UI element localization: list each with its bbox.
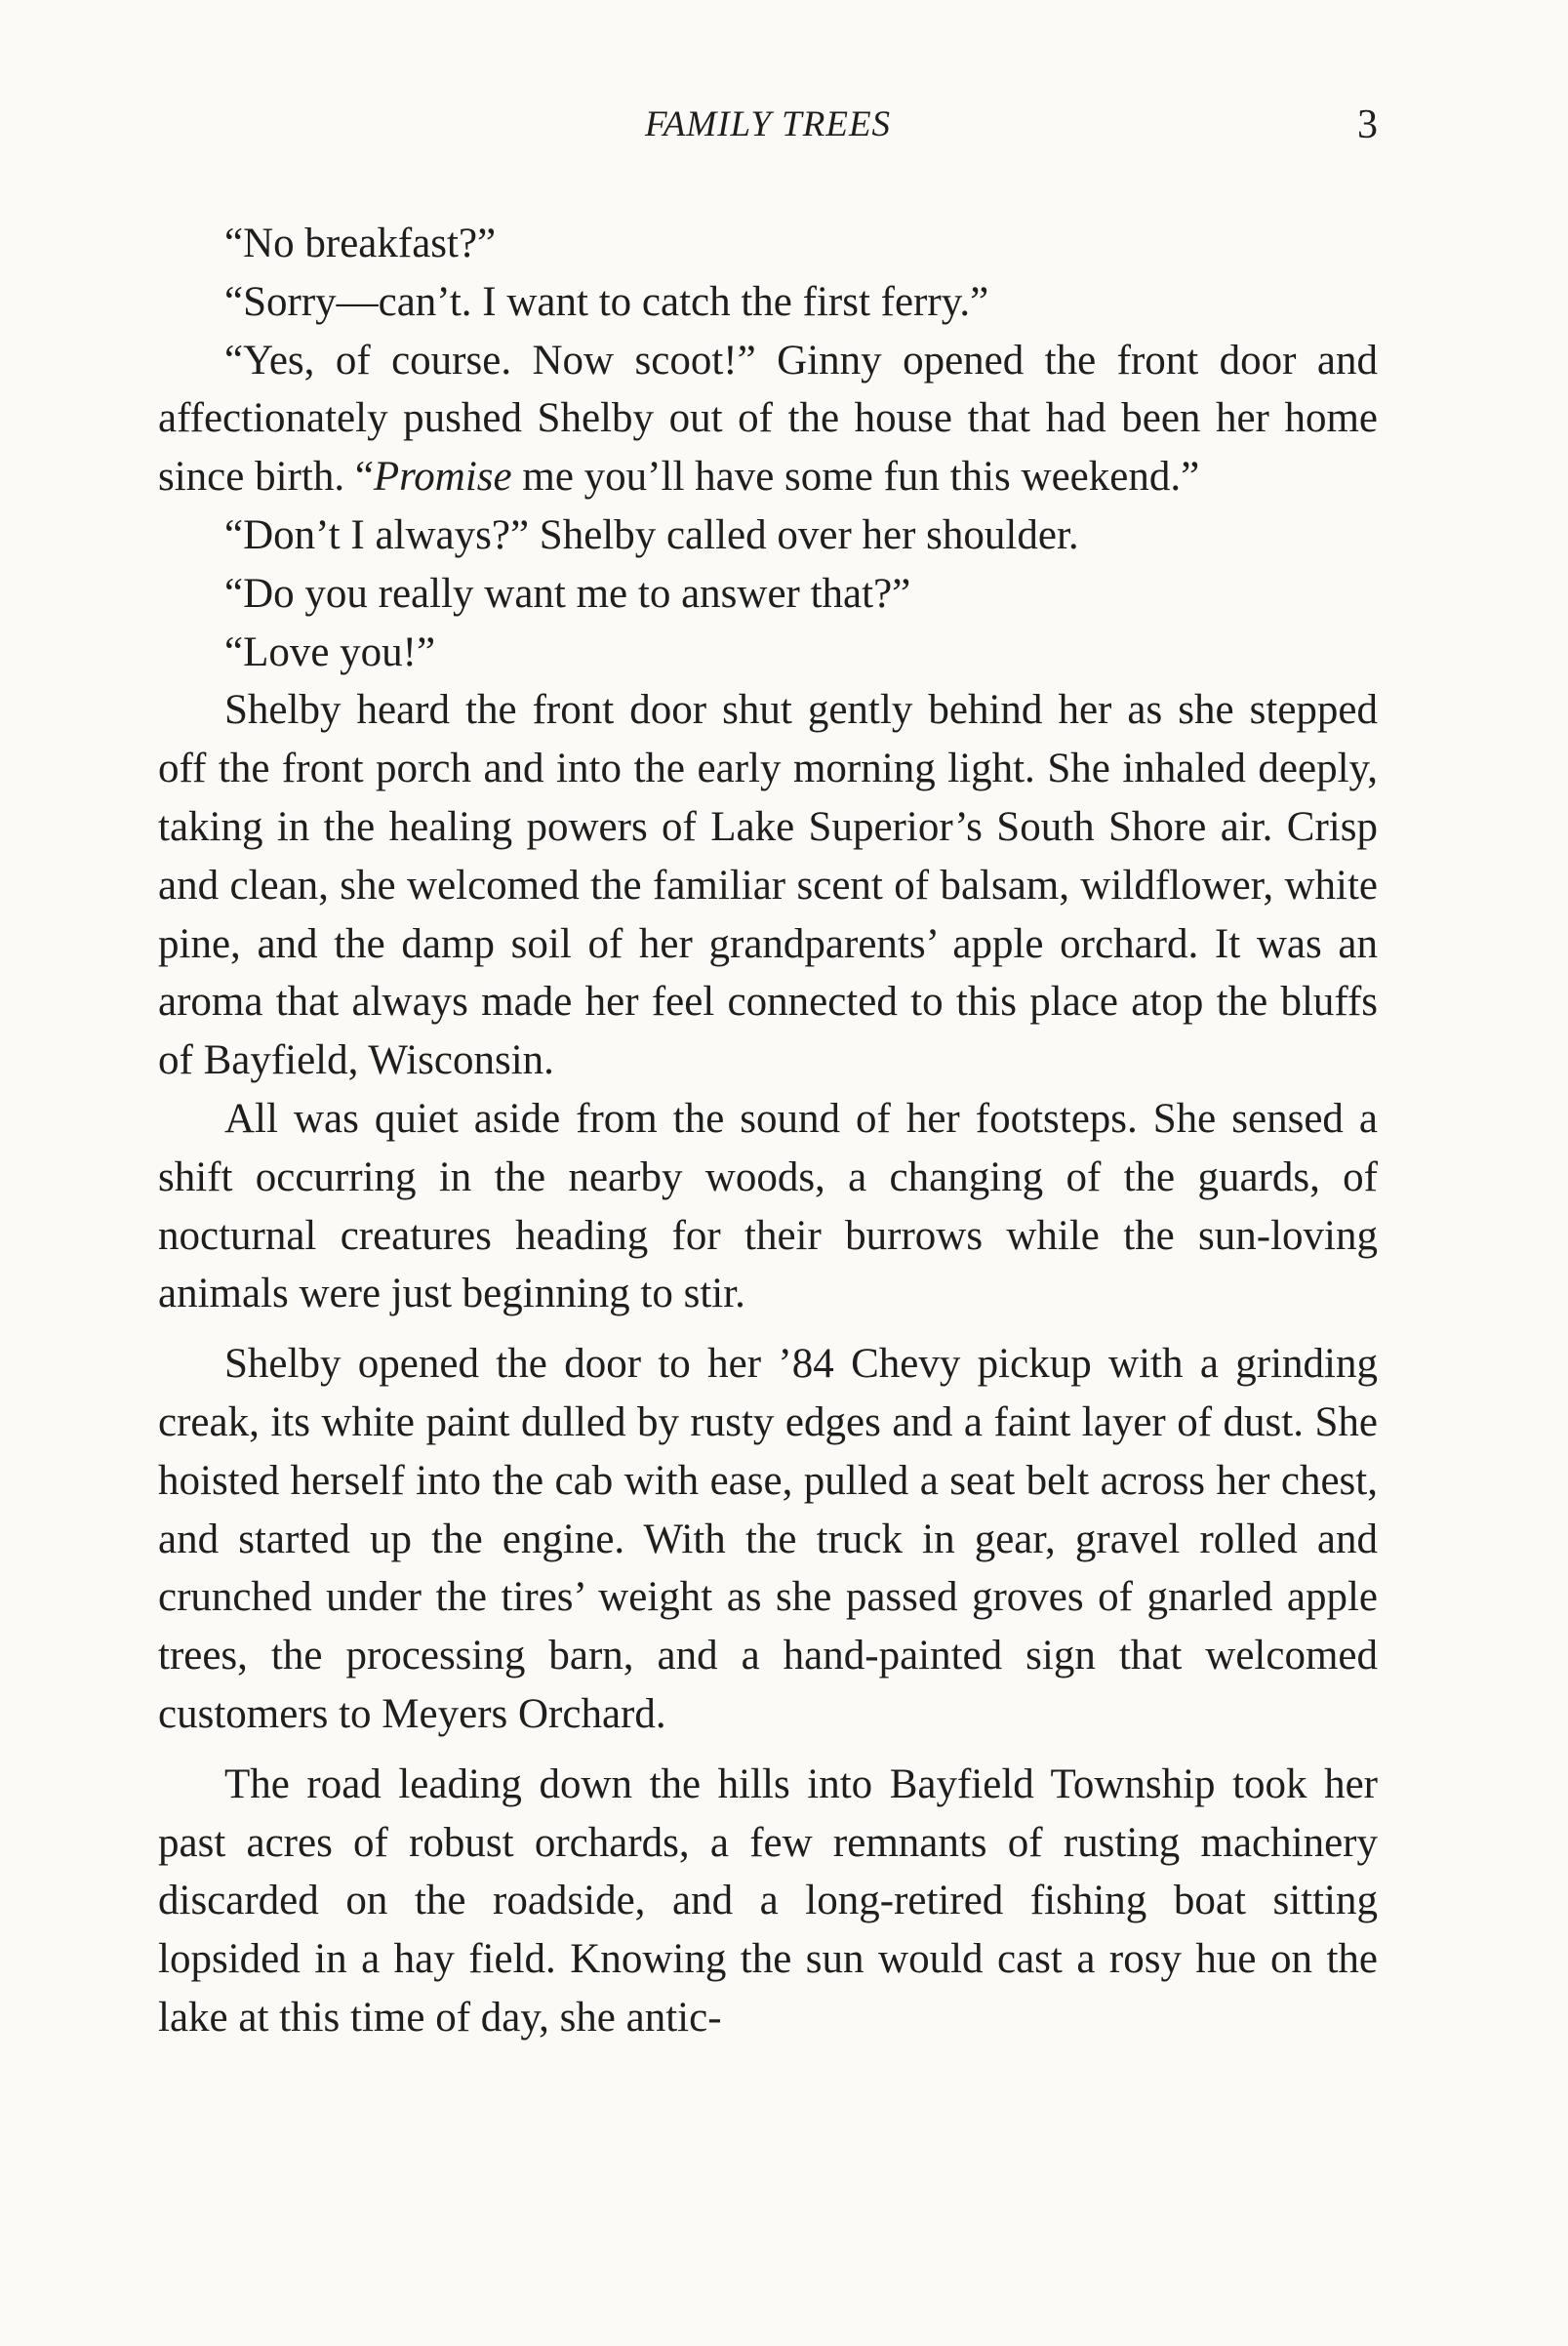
paragraph: “No breakfast?”	[224, 221, 497, 266]
paragraph: “Sorry—can’t. I want to catch the first ferry.”	[224, 278, 989, 325]
paragraph: “Do you really want me to answer that?”	[224, 570, 911, 617]
running-head	[158, 96, 1378, 154]
paragraph: The road leading down the hills into Bayfield Township took her past acres of robust orchards, a few remnants of rusting machinery discarded on the roadside, and a long-retired fishing boat sitting lopsided in a hay field. Knowing the sun would cast a rosy hue on the lake at this time of day, she antic-	[158, 1760, 1378, 2041]
paragraph-text: me you’ll have some fun this weekend.”	[511, 454, 1200, 501]
paragraph: “Love you!”	[224, 628, 436, 675]
paragraph: Shelby opened the door to her ’84 Chevy pickup with a grinding creak, its white paint dulled by rusty edges and a faint layer of dust. She hoisted herself into the cab with ease, pulled a seat belt across her chest, and started up the engine. With the truck in gear, gravel rolled and crunched under the tires’ weight as she passed groves of gnarled apple trees, the processing barn, and a hand-painted sign that welcomed customers to Meyers Orchard.	[158, 1341, 1378, 1737]
body-text	[158, 215, 1378, 2047]
page-number: 3	[1357, 102, 1378, 147]
paragraph-text: “Yes, of course. Now scoot!” Ginny opened the front door and affectionately pushed Shelby out of the house that had been her home since birth. “	[158, 337, 1378, 501]
paragraph: All was quiet aside from the sound of her footsteps. She sensed a shift occurring in the nearby woods, a changing of the guards, of nocturnal creatures heading for their burrows while the sun-loving animals were just beginning to stir.	[158, 1095, 1378, 1317]
paragraph: Shelby heard the front door shut gently behind her as she stepped off the front porch and into the early morning light. She inhaled deeply, taking in the healing powers of Lake Superior’s South Shore air. Crisp and clean, she welcomed the familiar scent of balsam, wildflower, white pine, and the damp soil of her grandparents’ apple orchard. It was an aroma that always made her feel connected to this place atop the bluffs of Bayfield, Wisconsin.	[158, 687, 1378, 1084]
paragraph	[158, 332, 1378, 506]
italic-emphasis: Promise	[373, 454, 512, 501]
paragraph: “Don’t I always?” Shelby called over her shoulder.	[224, 511, 1079, 558]
running-title: FAMILY TREES	[644, 104, 892, 144]
